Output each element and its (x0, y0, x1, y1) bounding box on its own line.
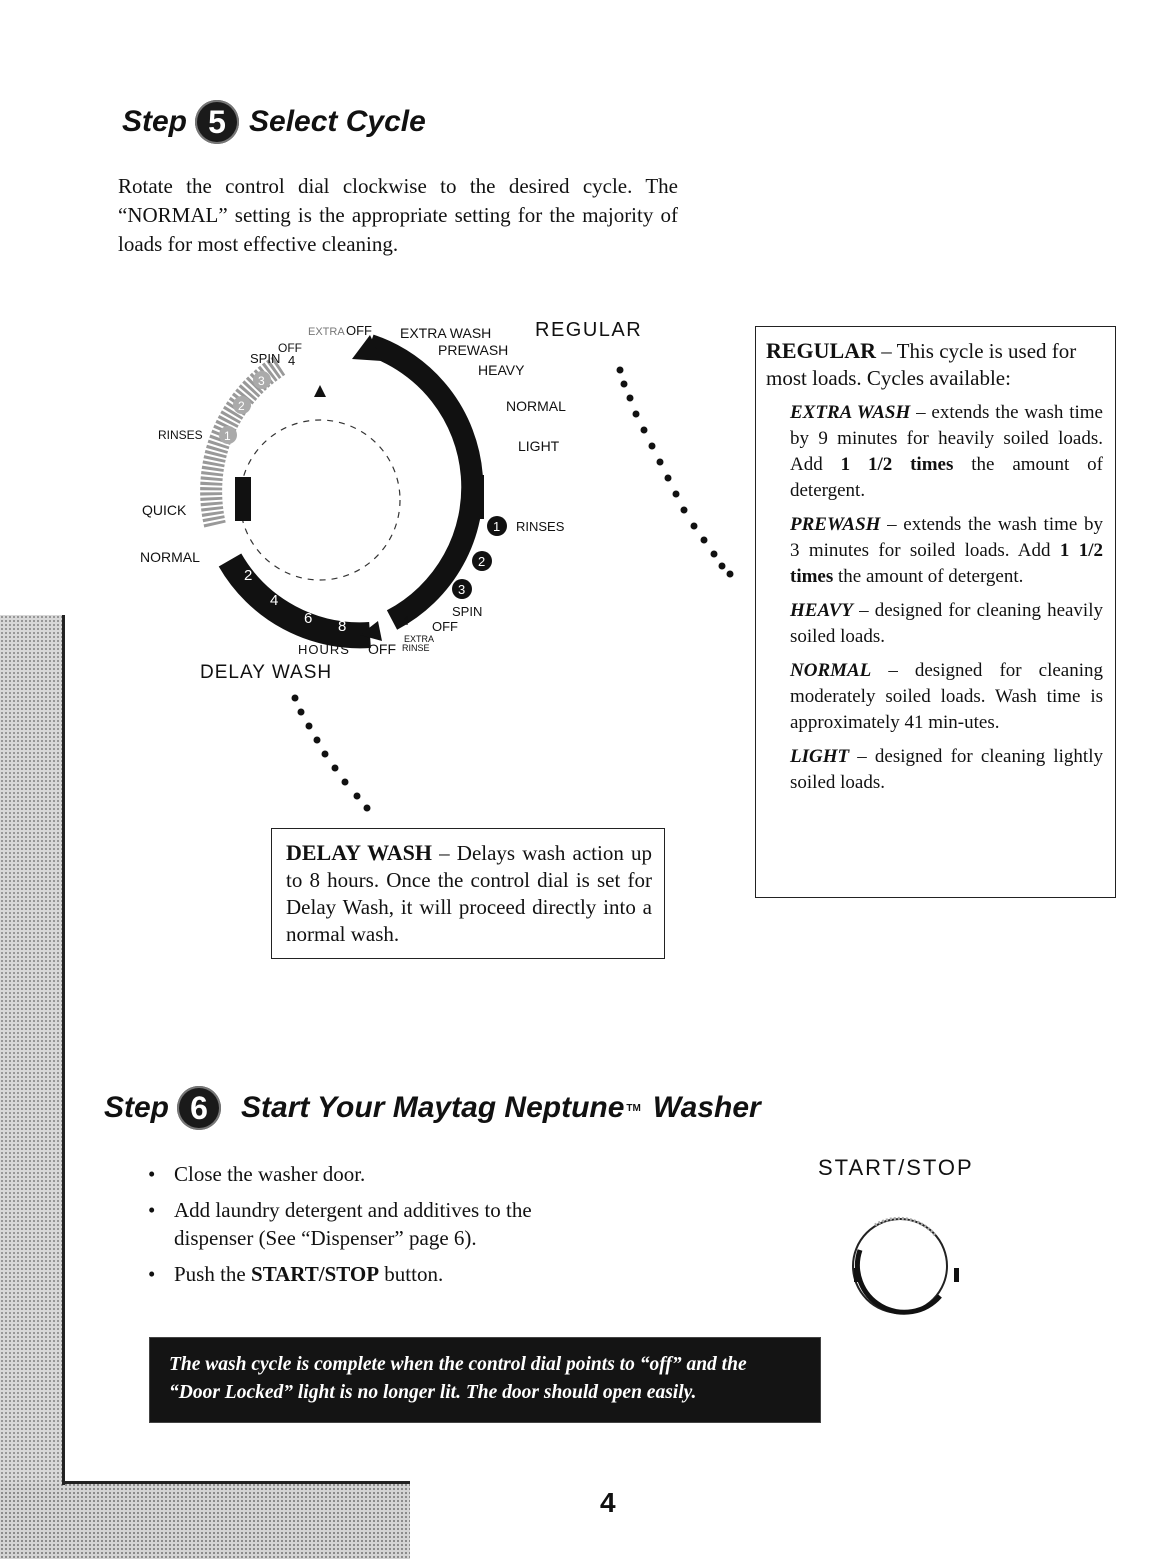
footer-stipple (0, 1483, 410, 1559)
step5-title: Select Cycle (249, 105, 426, 138)
left-marker-2: 2 (238, 399, 245, 413)
delay-wash-description (286, 839, 652, 948)
normal-left-label: NORMAL (140, 549, 200, 565)
regular-description (766, 337, 1103, 392)
regular-cycles-box (755, 326, 1116, 898)
heavy-label: HEAVY (478, 362, 525, 378)
step6-heading (104, 1086, 761, 1130)
list-item (148, 1160, 598, 1188)
cycle-text: – extends the wash time by 9 minutes for heavily soiled loads. Add (790, 402, 1103, 475)
delay-wash-group-label: DELAY WASH (200, 662, 333, 683)
start-stop-button-icon (840, 1210, 980, 1320)
dial-grip-left (235, 477, 251, 521)
step5-intro: Rotate the control dial clockwise to the desired cycle. The “NORMAL” setting is the appropriate setting for the majority of loads for most effective cleaning. (118, 174, 678, 256)
page-number: 4 (600, 1487, 616, 1518)
off-small-label: OFF (278, 341, 302, 355)
start-stop-label: START/STOP (818, 1155, 974, 1180)
list-item (148, 1260, 598, 1288)
cycle-text-end: the amount of detergent. (833, 566, 1024, 587)
trademark-mark: TM (626, 1102, 641, 1114)
step5-heading (122, 100, 426, 144)
delay-wash-term: DELAY WASH (286, 840, 432, 865)
quick-label: QUICK (142, 502, 187, 518)
dial-inner-ring (240, 420, 400, 580)
footer-rule (62, 1481, 410, 1484)
bullet-text: Add laundry detergent and additives to the dispenser (See “Dispenser” page 6). (174, 1198, 532, 1250)
extra-wash-label: EXTRA WASH (400, 325, 492, 341)
bullet-text-post: button. (379, 1262, 444, 1286)
cycle-light (766, 744, 1103, 796)
regular-text: – This cycle is used for most loads. Cycles available: (766, 339, 1077, 390)
cycle-name: HEAVY (790, 600, 853, 621)
extra-rinse-label-1: EXTRA (404, 634, 435, 644)
hour-8-label: 8 (338, 618, 347, 635)
cycle-text: – designed for cleaning heavily soiled loads. (790, 600, 1103, 647)
step5-number-badge: 5 (195, 100, 239, 144)
bullet-icon: • (148, 1162, 156, 1186)
cycle-text: – designed for cleaning lightly soiled loads. (790, 746, 1103, 793)
dial-pointer-icon (314, 385, 326, 397)
control-dial-diagram (120, 305, 680, 700)
bullet-text (174, 1260, 443, 1288)
spin-left-label: SPIN (250, 351, 281, 366)
four-top-label: 4 (288, 353, 296, 368)
rinse-marker-1: 1 (493, 519, 501, 534)
regular-term: REGULAR (766, 338, 877, 363)
left-marker-1: 1 (224, 429, 231, 443)
hour-4-label: 4 (270, 592, 279, 609)
cycle-complete-banner (150, 1338, 820, 1422)
cycle-text: – extends the wash time by 3 minutes for soiled loads. Add (790, 514, 1103, 561)
bullet-icon: • (148, 1198, 156, 1222)
cycle-heavy (766, 598, 1103, 650)
margin-stipple (0, 615, 64, 1555)
off-bottom-label: OFF (432, 619, 458, 634)
off-top-label: OFF (346, 323, 372, 338)
regular-leader-dots (600, 360, 750, 580)
regular-group-label: REGULAR (535, 319, 643, 341)
cycle-bold: 1 1/2 times (840, 454, 954, 475)
normal-right-label: NORMAL (506, 398, 566, 414)
cycle-bold: 1 1/2 times (790, 540, 1104, 587)
rinses-left-label: RINSES (158, 428, 203, 442)
left-marker-3: 3 (258, 374, 265, 388)
bullet-icon: • (148, 1262, 156, 1286)
cycle-text-end: the amount of detergent. (790, 454, 1103, 501)
delay-wash-text: – Delays wash action up to 8 hours. Once the control dial is set for Delay Wash, it will proceed directly into a normal wash. (286, 841, 652, 946)
list-item (148, 1196, 598, 1252)
cycle-prewash (766, 512, 1103, 590)
step6-title: Start Your Maytag Neptune (241, 1091, 625, 1124)
rinse-marker-2: 2 (478, 554, 486, 569)
cycle-extra-wash (766, 400, 1103, 504)
prewash-label: PREWASH (438, 342, 509, 358)
step5-word: Step (122, 105, 188, 138)
banner-line-2: “Door Locked” light is no longer lit. The door should open easily. (169, 1382, 697, 1403)
cycle-name: LIGHT (790, 746, 850, 767)
banner-line-1: The wash cycle is complete when the control dial points to “off” and the (169, 1354, 747, 1375)
hour-6-label: 6 (304, 610, 313, 627)
step6-title-end: Washer (652, 1091, 761, 1124)
hours-label: HOURS (298, 642, 350, 657)
delay-wash-box (271, 828, 665, 959)
cycle-name: PREWASH (790, 514, 881, 535)
bullet-text-pre: Push the (174, 1262, 252, 1286)
extra-rinse-label-2: RINSE (402, 643, 430, 653)
bullet-text: Close the washer door. (174, 1162, 366, 1186)
spin-bottom-label: SPIN (452, 604, 483, 619)
cycle-text: – designed for cleaning moderately soiled loads. Wash time is approximately 41 min-utes. (790, 660, 1103, 733)
step6-bullet-list (148, 1160, 598, 1296)
bullet-text-bold: START/STOP (251, 1262, 380, 1286)
rinse-marker-3: 3 (458, 582, 466, 597)
four-bottom-label: 4 (402, 613, 410, 628)
margin-rule (62, 615, 65, 1485)
dial-grip-right (470, 475, 484, 519)
cycle-normal (766, 658, 1103, 736)
step6-number-badge: 6 (177, 1086, 221, 1130)
light-label: LIGHT (518, 438, 560, 454)
rinses-right-label: RINSES (516, 519, 565, 534)
hour-2-label: 2 (244, 567, 253, 584)
delay-leader-dots (285, 690, 385, 815)
off-hours-label: OFF (368, 641, 396, 657)
cycle-name: EXTRA WASH (790, 402, 911, 423)
step6-word: Step (104, 1091, 170, 1124)
extra-top-label: EXTRA (308, 326, 345, 338)
cycle-name: NORMAL (790, 660, 872, 681)
dial-regular-arc (370, 345, 472, 620)
